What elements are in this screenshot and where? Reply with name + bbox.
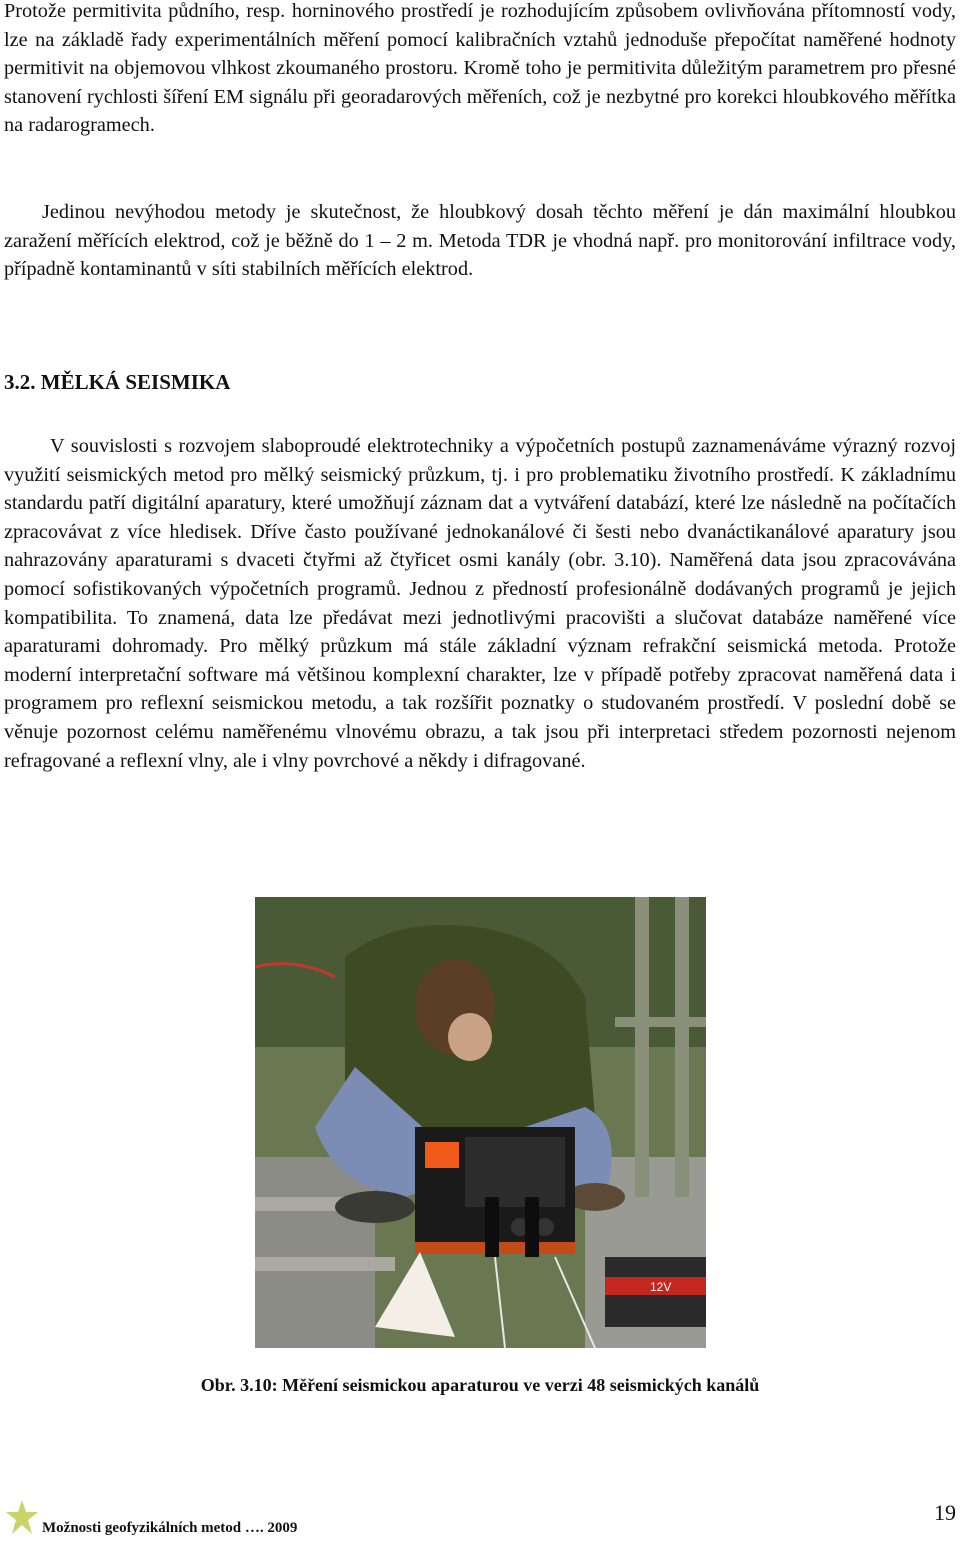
paragraph-tdr: Jedinou nevýhodou metody je skutečnost, že hloubkový dosah těchto měření je dán maximální hloubkou zaražení měřících elektrod, což je běžně do 1 – 2 m. Metoda TDR je vhodná např. pro monitorování infiltrace vody, případně kontaminantů v síti stabilních měřících elektrod. xyxy=(4,201,956,281)
section-heading: 3.2. MĚLKÁ SEISMIKA xyxy=(4,370,231,394)
battery-label: 12V xyxy=(650,1280,672,1294)
figure-photo xyxy=(255,897,706,1348)
footer-title: Možnosti geofyzikálních metod …. 2009 xyxy=(42,1520,298,1536)
seismic-measurement-photo xyxy=(255,897,706,1348)
page-number: 19 xyxy=(934,1500,956,1525)
paragraph-seismics: V souvislosti s rozvojem slaboproudé elektrotechniky a výpočetních postupů zaznamenáváme výrazný rozvoj využití seismických metod pro mělký seismický průzkum, tj. i pro problematiku životního prostředí. K základnímu standardu patří digitální aparatury, které umožňují záznam dat a vytváření databází, které lze následně na počítačích zpracovávat z více hledisek. Dříve často používané jednokanálové či šesti nebo dvanáctikanálové aparatury jsou nahrazovány aparaturami s dvaceti čtyřmi až čtyřicet osmi kanály (obr. 3.10). Naměřená data jsou zpracovávána pomocí sofistikovaných výpočetních programů. Jednou z předností profesionálně dodávaných programů je jejich kompatibilita. To znamená, data lze předávat mezi jednotlivými pracovišti a slučovat databáze naměřené více aparaturami dohromady. Pro mělký průzkum má stále základní význam refrakční seismická metoda. Protože moderní interpretační software má většinou komplexní charakter, lze v případě potřeby zpracovat naměřená data i programem pro reflexní seismickou metodu, a tak rozšířit poznatky o studovaném prostředí. V poslední době se věnuje pozornost celému naměřenému vlnovému obrazu, a tak jsou při interpretaci středem pozornosti nejenom refragované a reflexní vlny, ale i vlny povrchové a někdy i difragované. xyxy=(4,435,956,772)
figure-caption: Obr. 3.10: Měření seismickou aparaturou ve verzi 48 seismických kanálů xyxy=(200,1375,760,1395)
footer-logo xyxy=(4,1498,40,1538)
paragraph-permitivity: Protože permitivita půdního, resp. horninového prostředí je rozhodujícím způsobem ovlivňována přítomností vody, lze na základě řady experimentálních měření pomocí kalibračních vztahů jednoduše přepočítat naměřené hodnoty permitivit na objemovou vlhkost zkoumaného prostoru. Kromě toho je permitivita důležitým parametrem pro přesné stanovení rychlosti šíření EM signálu při georadarových měřeních, což je nezbytné pro korekci hloubkového měřítka na radarogramech. xyxy=(4,0,956,137)
